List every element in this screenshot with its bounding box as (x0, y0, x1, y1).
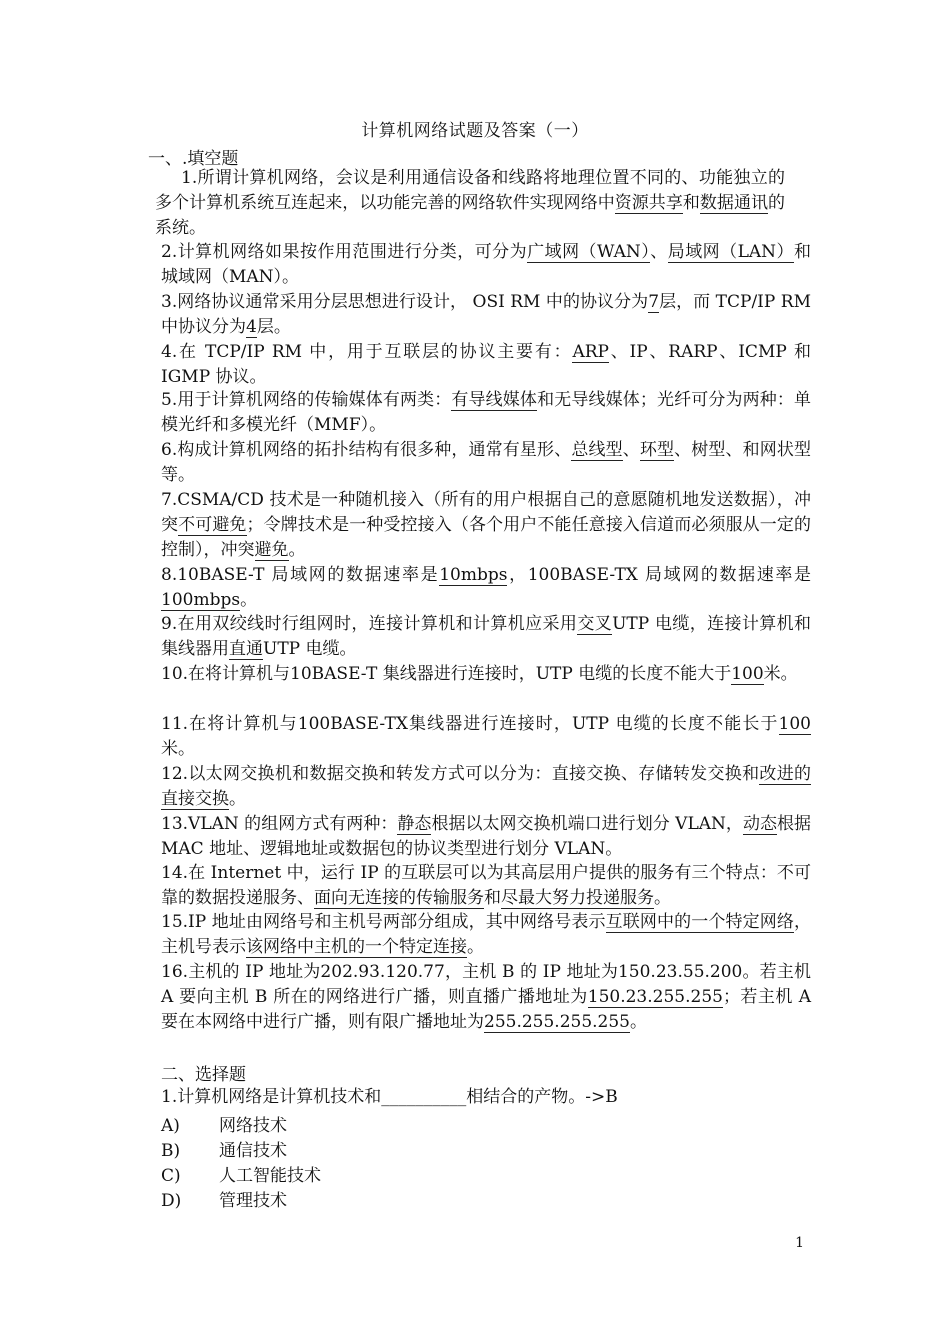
option-key: A) (161, 1116, 180, 1136)
question-text: UTP 电缆。 (263, 639, 357, 659)
question-5 (161, 388, 811, 438)
question-text: ；若主机 A 要在本网络中进行广播，则有限广播地址为 (161, 987, 811, 1032)
question-text: 。 (288, 540, 306, 560)
question-text: 。 (229, 789, 246, 809)
question-text: 3.网络协议通常采用分层思想进行设计， OSI RM 中的协议分为 (161, 292, 649, 312)
answer: 互联网中的一个特定网络 (605, 912, 795, 932)
answer: 资源共享 (614, 193, 683, 213)
question-8 (161, 563, 811, 613)
answer: 改进的直接交换 (161, 764, 811, 809)
question-text: ，100BASE-TX 局域网的数据速率是 (507, 565, 812, 585)
section-heading-fill-in: 一、.填空题 (148, 149, 239, 169)
question-text: 1.所谓计算机网络，会议是利用通信设备和线路将地理位置不同的、功能独立的 多个计算机系统互连起来，以功能完善的网络软件实现网络中 (155, 168, 785, 213)
question-text: 10.在将计算机与10BASE-T 集线器进行连接时，UTP 电缆的长度不能大于 (161, 664, 732, 684)
question-text: 。 (654, 888, 671, 908)
answer: 总线型 (571, 440, 623, 460)
question-text: 米。 (763, 664, 798, 684)
answer: 255.255.255.255 (484, 1012, 631, 1032)
answer: 10mbps (439, 565, 508, 585)
answer: 100 (731, 664, 764, 684)
question-13 (161, 812, 811, 862)
question-text: 6.构成计算机网络的拓扑结构有很多种，通常有星形、 (161, 440, 572, 460)
option-text: 人工智能技术 (219, 1166, 321, 1186)
page-number: 1 (795, 1235, 804, 1251)
answer: 150.23.255.255 (587, 987, 723, 1007)
answer: 局域网（LAN） (667, 242, 794, 262)
option-text: 网络技术 (219, 1116, 287, 1136)
question-text: 根据以太网交换机端口进行划分 VLAN， (431, 814, 743, 834)
option-text: 通信技术 (219, 1141, 287, 1161)
option-b (161, 1136, 287, 1161)
question-text: 和 (484, 888, 501, 908)
answer: 有导线媒体 (451, 390, 538, 410)
question-text: 11.在将计算机与100BASE-TX集线器进行连接时，UTP 电缆的长度不能长于 (161, 714, 779, 734)
answer: ARP (572, 342, 609, 362)
question-text: 、树型、和网状型等。 (161, 440, 812, 485)
question-text: ；令牌技术是一种受控接入（各个用户不能任意接入信道而必须服从一定的控制），冲突 (161, 515, 812, 560)
question-text: 米。 (161, 739, 195, 759)
option-key: C) (161, 1166, 181, 1186)
question-text: 和无导线媒体；光纤可分为两种：单模光纤和多模光纤（MMF）。 (161, 390, 812, 435)
answer: 环型 (639, 440, 675, 460)
question-text: 层，而 TCP/IP RM 中协议分为 (161, 292, 811, 337)
answer: 该网络中主机的一个特定连接 (246, 937, 467, 957)
question-9 (161, 612, 811, 662)
question-text: 14.在 Internet 中，运行 IP 的互联层可以为其高层用户提供的服务有三个特点：不可靠的数据投递服务、 (161, 863, 811, 908)
question-text: 。 (630, 1012, 648, 1032)
question-4 (161, 340, 811, 390)
answer: 广域网（WAN） (527, 242, 651, 262)
question-text: 层。 (256, 317, 291, 337)
question-16 (161, 960, 811, 1035)
question-10 (161, 662, 811, 687)
question-text: 的系统。 (155, 193, 786, 238)
question-text: 和城域网（MAN）。 (161, 242, 811, 287)
question-14 (161, 861, 811, 911)
question-text: 12.以太网交换机和数据交换和转发方式可以分为：直接交换、存储转发交换和 (161, 764, 760, 784)
option-a (161, 1111, 287, 1136)
question-text: 5.用于计算机网络的传输媒体有两类： (161, 390, 452, 410)
question-12 (161, 762, 811, 812)
question-text: 7.CSMA/CD 技术是一种随机接入（所有的用户根据自己的意愿随机地发送数据），冲突 (161, 490, 811, 535)
option-c (161, 1161, 321, 1186)
question-text: 15.IP 地址由网络号和主机号两部分组成，其中网络号表示 (161, 912, 606, 932)
question-text: 。 (240, 590, 258, 610)
option-text: 管理技术 (219, 1191, 287, 1211)
answer: 100mbps (161, 590, 241, 610)
question-text: 。 (467, 937, 484, 957)
answer: 动态 (742, 814, 777, 834)
answer: 数据通讯 (699, 193, 769, 213)
option-d (161, 1186, 287, 1211)
option-key: D) (161, 1191, 182, 1211)
question-2 (161, 240, 811, 290)
answer: 尽最大努力投递服务 (501, 888, 654, 908)
question-text: 和 (682, 193, 700, 213)
question-text: 9.在用双绞线时行组网时，连接计算机和计算机应采用 (161, 614, 578, 634)
question-3 (161, 290, 811, 340)
question-text: 8.10BASE-T 局域网的数据速率是 (161, 565, 440, 585)
answer: 7 (648, 292, 660, 312)
question-text: 13.VLAN 的组网方式有两种： (161, 814, 398, 834)
answer: 交叉 (577, 614, 613, 634)
answer: 不可避免 (178, 515, 247, 535)
section-heading-multiple-choice: 二、选择题 (161, 1065, 246, 1085)
page-title: 计算机网络试题及答案（一） (361, 121, 589, 141)
question-text: 根据 MAC 地址、逻辑地址或数据包的协议类型进行划分 VLAN。 (161, 814, 812, 859)
question-7 (161, 488, 811, 563)
answer: 100 (778, 714, 811, 734)
answer: 避免 (254, 540, 289, 560)
question-15 (161, 910, 811, 960)
question-text: 、 (650, 242, 668, 262)
answer: 直通 (229, 639, 263, 659)
question-text: UTP 电缆，连接计算机和集线器用 (161, 614, 812, 659)
question-text: 2.计算机网络如果按作用范围进行分类，可分为 (161, 242, 528, 262)
question-11 (161, 712, 811, 762)
question-1 (155, 166, 785, 241)
question-text: 16.主机的 IP 地址为202.93.120.77，主机 B 的 IP 地址为150.23.55.200。若主机 A 要向主机 B 所在的网络进行广播，则直播广播地址为 (161, 962, 811, 1007)
question-text: 4.在 TCP/IP RM 中，用于互联层的协议主要有： (161, 342, 573, 362)
mc-question-1: 1.计算机网络是计算机技术和__________相结合的产物。->B (161, 1087, 618, 1107)
answer: 4 (246, 317, 257, 337)
answer: 静态 (397, 814, 432, 834)
question-text: 、IP、RARP、ICMP 和 IGMP 协议。 (161, 342, 811, 387)
question-6 (161, 438, 811, 488)
question-text: 、 (622, 440, 640, 460)
question-text: ，主机号表示 (161, 912, 812, 957)
answer: 面向无连接的传输服务 (314, 888, 484, 908)
option-key: B) (161, 1141, 181, 1161)
